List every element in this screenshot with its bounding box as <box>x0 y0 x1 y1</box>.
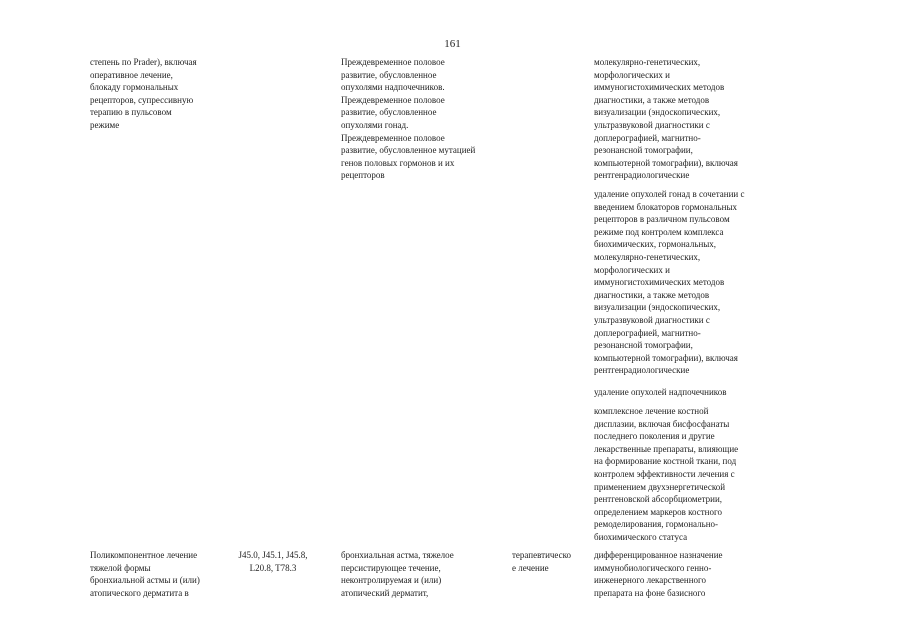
text-line: рецепторов, супрессивную <box>90 94 194 105</box>
text-line: блокаду гормональных <box>90 82 179 93</box>
row1-col6-block-4 <box>594 405 738 544</box>
text-line: е лечение <box>512 562 549 573</box>
text-line: доплерографией, магнитно- <box>594 327 701 338</box>
text-line: рецепторов <box>341 170 385 181</box>
text-line: дифференцированное назначение <box>594 550 723 560</box>
text-line: рентгенрадиологические <box>594 170 690 181</box>
text-line: тяжелой формы <box>90 562 151 573</box>
text-line: диагностики, а также методов <box>594 94 710 105</box>
text-line: визуализации (эндоскопических, <box>594 302 721 313</box>
text-line: удаление опухолей гонад в сочетании с <box>594 189 745 199</box>
text-line: Преждевременное половое <box>341 132 445 143</box>
text-line: молекулярно-генетических, <box>594 251 701 262</box>
text-line: оперативное лечение, <box>90 69 173 80</box>
text-line: развитие, обусловленное <box>341 69 437 80</box>
text-line: визуализации (эндоскопических, <box>594 107 721 118</box>
row2-col6-method <box>594 549 723 599</box>
row2-col5-treatment-type <box>512 549 571 574</box>
text-line: бронхиальной астмы и (или) <box>90 575 200 586</box>
text-line: J45.0, J45.1, J45.8, <box>238 550 308 560</box>
text-line: диагностики, а также методов <box>594 289 710 300</box>
text-line: морфологических и <box>594 264 670 275</box>
text-line: удаление опухолей надпочечников <box>594 387 727 397</box>
text-line: компьютерной томографии), включая <box>594 352 738 363</box>
text-line: лекарственные препараты, влияющие <box>594 443 739 454</box>
text-line: ультразвуковой диагностики с <box>594 119 710 130</box>
text-line: ультразвуковой диагностики с <box>594 314 710 325</box>
text-line: контролем эффективности лечения с <box>594 468 735 479</box>
row2-col1-treatment <box>90 549 200 599</box>
text-line: атопический дерматит, <box>341 587 429 598</box>
text-line: Поликомпонентное лечение <box>90 550 198 560</box>
text-line: дисплазии, включая бисфосфанаты <box>594 418 730 429</box>
text-line: молекулярно-генетических, <box>594 57 701 67</box>
row1-col6-block-3 <box>594 386 726 399</box>
row1-col1-treatment <box>90 56 197 132</box>
text-line: инженерного лекарственного <box>594 575 707 586</box>
text-line: биохимического статуса <box>594 531 688 542</box>
text-line: введением блокаторов гормональных <box>594 201 738 212</box>
text-line: комплексное лечение костной <box>594 406 709 416</box>
text-line: морфологических и <box>594 69 670 80</box>
text-line: Преждевременное половое <box>341 57 445 67</box>
text-line: резонансной томографии, <box>594 145 693 156</box>
text-line: иммуногистохимических методов <box>594 277 725 288</box>
text-line: компьютерной томографии), включая <box>594 157 738 168</box>
text-line: генов половых гормонов и их <box>341 157 455 168</box>
text-line: L20.8, T78.3 <box>249 562 297 573</box>
text-line: степень по Prader), включая <box>90 57 197 67</box>
text-line: опухолями надпочечников. <box>341 82 445 93</box>
row2-col2-icd-codes <box>228 549 318 574</box>
text-line: Преждевременное половое <box>341 94 445 105</box>
text-line: режиме под контролем комплекса <box>594 226 724 237</box>
text-line: рентгеновской абсорбциометрии, <box>594 494 723 505</box>
text-line: неконтролируемая и (или) <box>341 575 442 586</box>
text-line: ремоделирования, гормонально- <box>594 519 719 530</box>
row1-col6-block-2 <box>594 188 744 377</box>
text-line: применением двухэнергетической <box>594 481 726 492</box>
text-line: персистирующее течение, <box>341 562 441 573</box>
row1-col6-block-1 <box>594 56 738 182</box>
text-line: развитие, обусловленное мутацией <box>341 145 476 156</box>
text-line: иммуногистохимических методов <box>594 82 725 93</box>
text-line: рентгенрадиологические <box>594 365 690 376</box>
text-line: бронхиальная астма, тяжелое <box>341 550 454 560</box>
text-line: атопического дерматита в <box>90 587 189 598</box>
text-line: биохимических, гормональных, <box>594 239 717 250</box>
text-line: доплерографией, магнитно- <box>594 132 701 143</box>
row2-col4-diagnosis <box>341 549 454 599</box>
text-line: терапию в пульсовом <box>90 107 172 118</box>
page-number: 161 <box>444 38 461 50</box>
text-line: последнего поколения и другие <box>594 431 715 442</box>
text-line: иммунобиологического генно- <box>594 562 712 573</box>
text-line: развитие, обусловленное <box>341 107 437 118</box>
text-line: определением маркеров костного <box>594 506 722 517</box>
text-line: препарата на фоне базисного <box>594 587 706 598</box>
text-line: на формирование костной ткани, под <box>594 456 737 467</box>
text-line: режиме <box>90 119 120 130</box>
row1-col4-diagnosis <box>341 56 475 182</box>
text-line: терапевтическо <box>512 550 572 560</box>
text-line: резонансной томографии, <box>594 340 693 351</box>
text-line: опухолями гонад. <box>341 119 409 130</box>
text-line: рецепторов в различном пульсовом <box>594 214 730 225</box>
